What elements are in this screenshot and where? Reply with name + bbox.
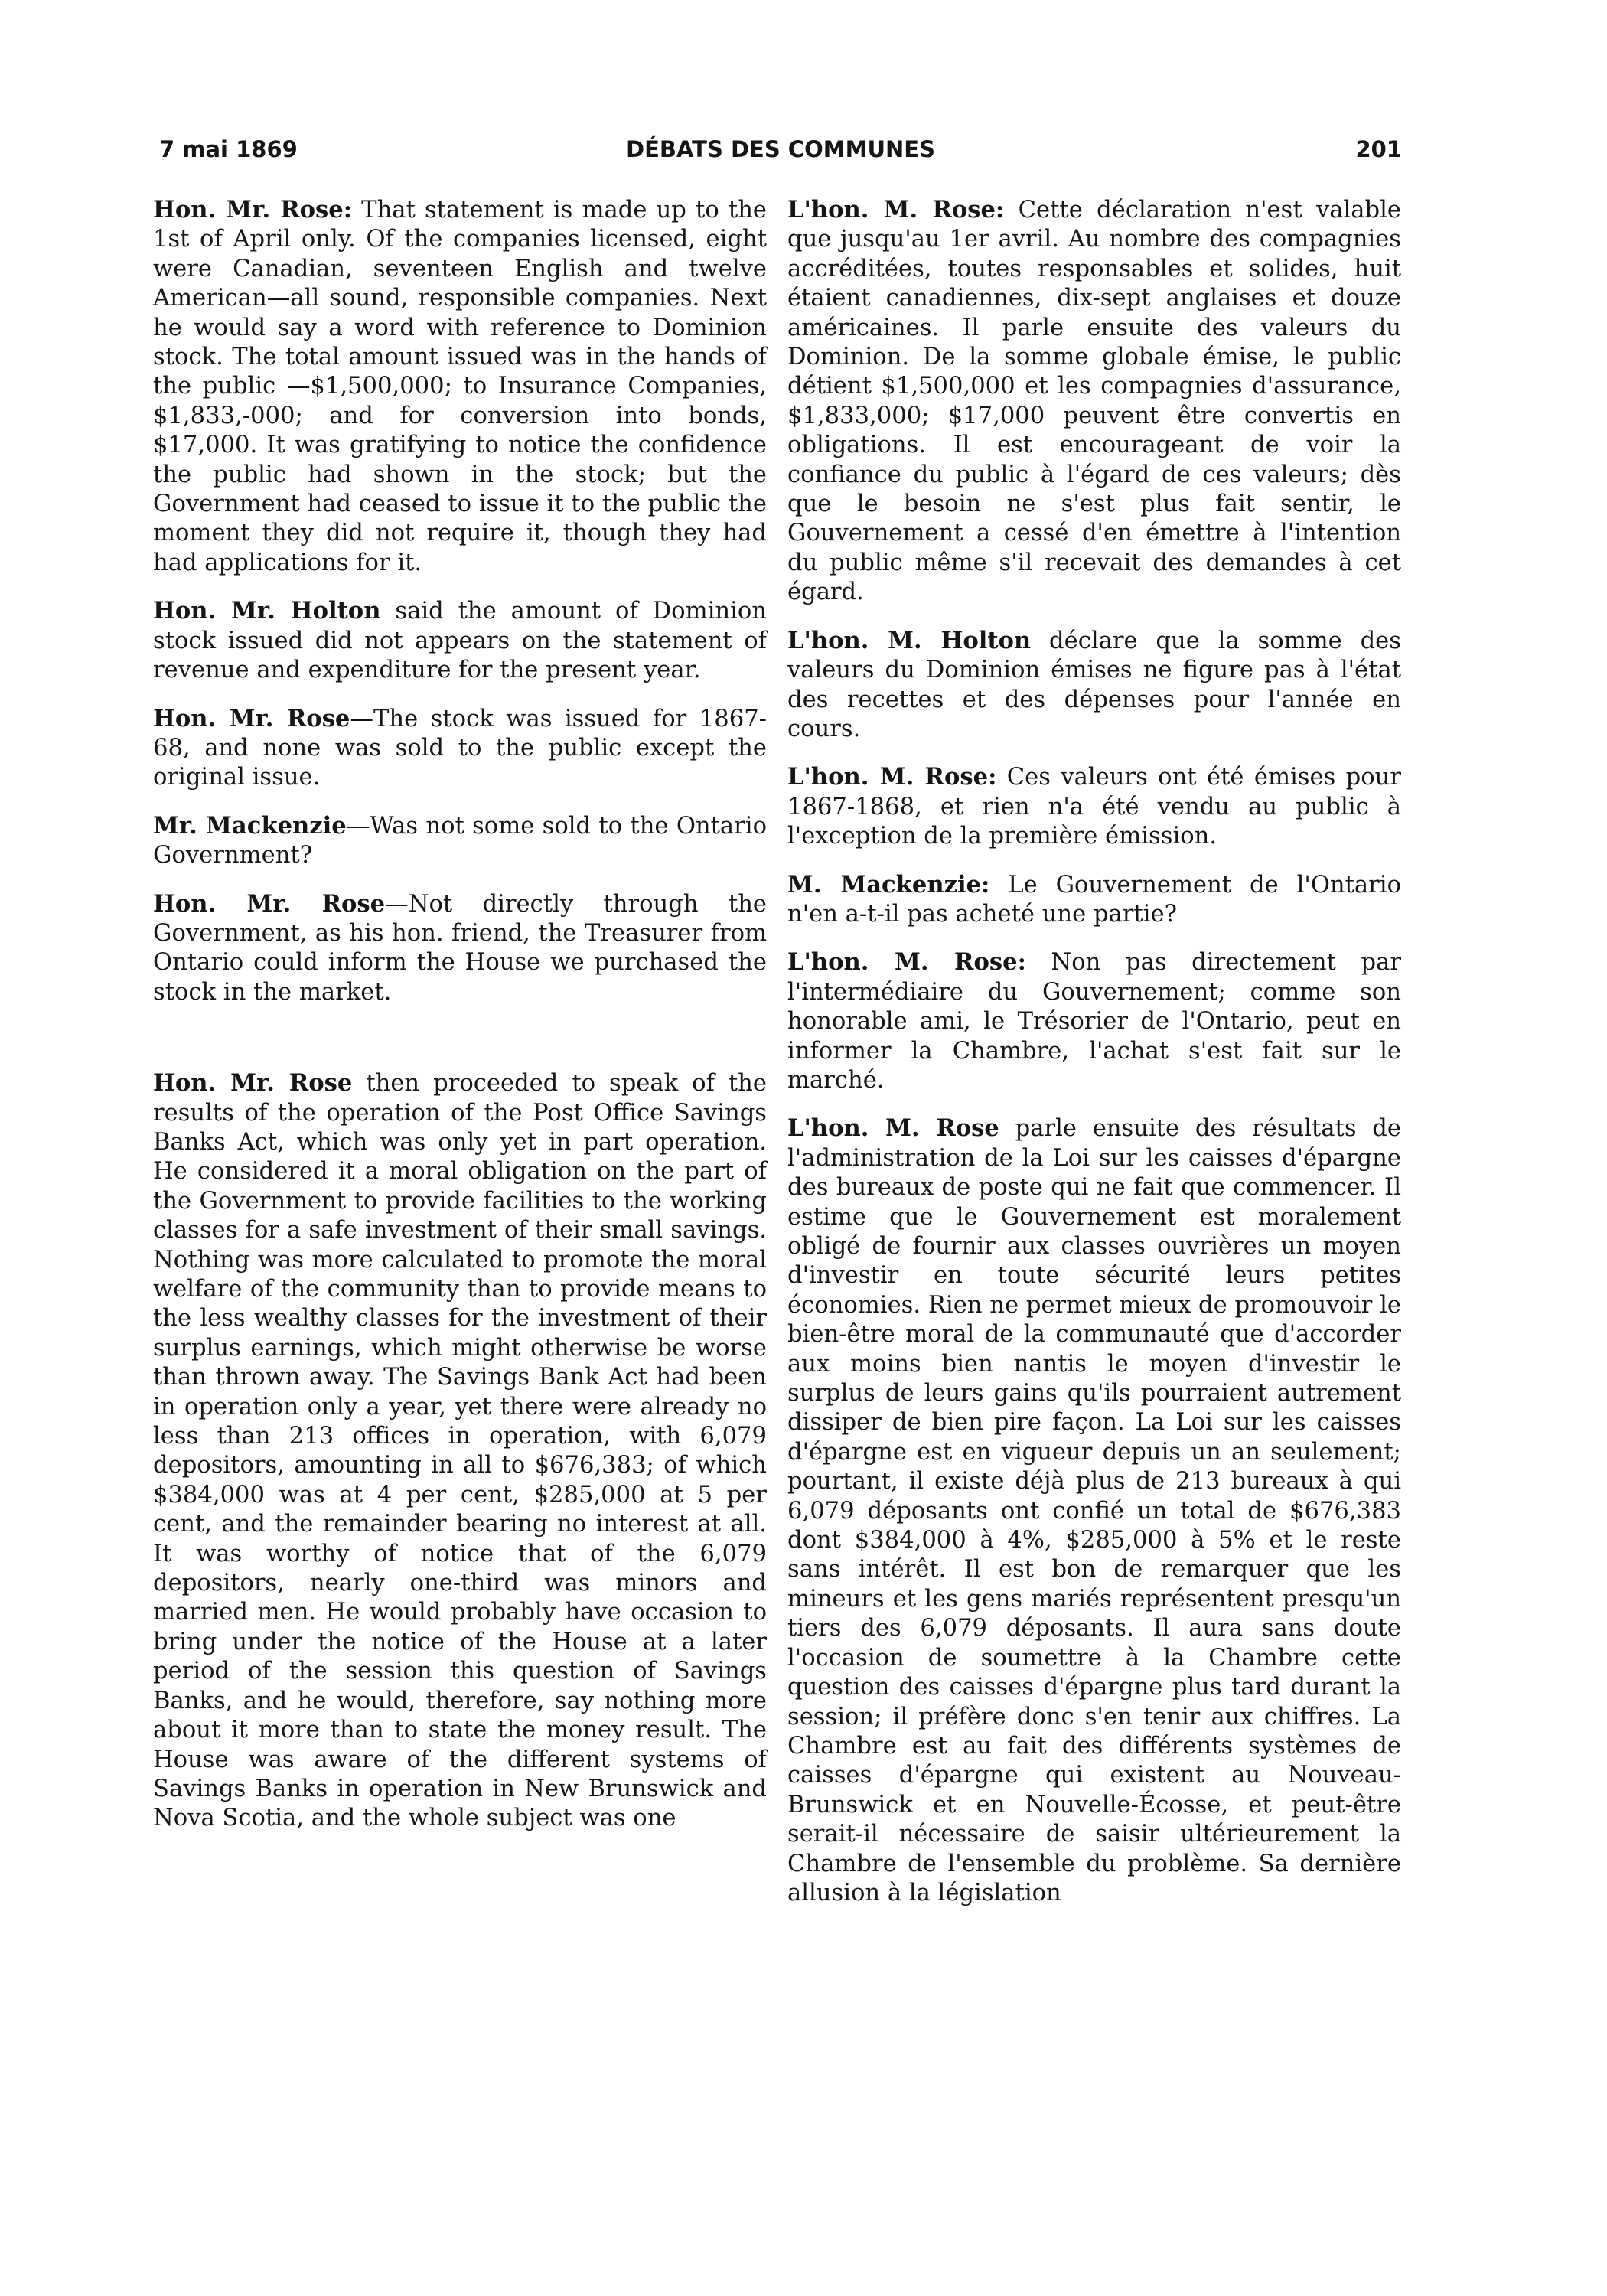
- speaker-name: L'hon. M. Holton: [787, 626, 1032, 654]
- speech-text: —Not directly through the Government, as his hon. friend, the Treasurer from Ontario could inform the House we purchased the stock in the market.: [153, 890, 768, 1006]
- speaker-name: Mr. Mackenzie: [153, 811, 347, 840]
- speaker-name: L'hon. M. Rose:: [787, 196, 1005, 223]
- english-paragraph: [153, 704, 767, 793]
- speaker-name: Hon. Mr. Rose: [153, 1069, 353, 1097]
- header-title: DÉBATS DES COMMUNES: [626, 136, 935, 162]
- speaker-name: L'hon. M. Rose:: [787, 948, 1026, 977]
- speech-text: —The stock was issued for 1867-68, and none was sold to the public except the original issue.: [153, 705, 767, 791]
- speech-text: Le Gouvernement de l'Ontario n'en a-t-il pas acheté une partie?: [787, 871, 1401, 928]
- french-column: [787, 195, 1401, 1908]
- speech-text: That statement is made up to the 1st of April only. Of the companies licensed, eight were Canadian, seventeen English and twelve American—all sound, responsible companies. Next he would say a word with reference to Dominion stock. The total amount issued was in the hands of the public —$1,500,000; to Insurance Companies, $1,833,-000; and for conversion into bonds, $17,000. It was gratifying to notice the confidence the public had shown in the stock; but the Government had ceased to issue it to the public the moment they did not require it, though they had had applications for it.: [153, 197, 767, 576]
- page-number: 201: [1355, 136, 1402, 162]
- page-header: [159, 136, 1402, 174]
- speech-text: then proceeded to speak of the results of the operation of the Post Office Savings Banks Act, which was only yet in part operation. He considered it a moral obligation on the part of the Government to provide facilities to the working classes for a safe investment of their small savings. Nothing was more calculated to promote the moral welfare of the community than to provide means to the less wealthy classes for the investment of their surplus earnings, which might otherwise be worse than thrown away. The Savings Bank Act had been in operation only a year, yet there were already no less than 213 offices in operation, with 6,079 depositors, amounting in all to $676,383; of which $384,000 was at 4 per cent, $285,000 at 5 per cent, and the remainder bearing no interest at all. It was worthy of notice that of the 6,079 depositors, nearly one-third was minors and married men. He would probably have occasion to bring under the notice of the House at a later period of the session this question of Savings Banks, and he would, therefore, say nothing more about it more than to state the money result. The House was aware of the different systems of Savings Banks in operation in New Brunswick and Nova Scotia, and the whole subject was one: [153, 1070, 767, 1832]
- speaker-name: Hon. Mr. Rose: [153, 889, 386, 918]
- speaker-name: M. Mackenzie:: [787, 870, 990, 899]
- speech-text: parle ensuite des résultats de l'administration de la Loi sur les caisses d'épargne des bureaux de poste qui ne fait que commencer. Il estime que le Gouvernement est moralement obligé de fournir aux classes ouvrières un moyen d'investir en toute sécurité leurs petites économies. Rien ne permet mieux de promouvoir le bien-être moral de la communauté que d'accorder aux moins bien nantis le moyen d'investir le surplus de leurs gains qu'ils pourraient autrement dissiper de bien pire façon. La Loi sur les caisses d'épargne est en vigueur depuis un an seulement; pourtant, il existe déjà plus de 213 bureaux à qui 6,079 déposants ont confié un total de $676,383 dont $384,000 à 4%, $285,000 à 5% et le reste sans intérêt. Il est bon de remarquer que les mineurs et les gens mariés représentent presqu'un tiers des 6,079 déposants. Il aura sans doute l'occasion de soumettre à la Chambre cette question des caisses d'épargne plus tard durant la session; il préfère donc s'en tenir aux chiffres. La Chambre est au fait des différents systèmes de caisses d'épargne qui existent au Nouveau-Brunswick et en Nouvelle-Écosse, et peut-être serait-il nécessaire de saisir ultérieurement la Chambre de l'ensemble du problème. Sa dernière allusion à la législation: [787, 1115, 1401, 1906]
- english-paragraph: [153, 596, 767, 685]
- english-paragraph: [153, 1068, 767, 1834]
- speech-text: said the amount of Dominion stock issued did not appears on the statement of revenue and expenditure for the present year.: [153, 598, 767, 684]
- speech-text: Cette déclaration n'est valable que jusqu'au 1er avril. Au nombre des compagnies accréditées, toutes responsables et solides, huit étaient canadiennes, dix-sept anglaises et douze américaines. Il parle ensuite des valeurs du Dominion. De la somme globale émise, le public détient $1,500,000 et les compagnies d'assurance, $1,833,000; $17,000 peuvent être convertis en obligations. Il est encourageant de voir la confiance du public à l'égard de ces valeurs; dès que le besoin ne s'est plus fait sentir, le Gouvernement a cessé d'en émettre à l'intention du public même s'il recevait des demandes à cet égard.: [787, 197, 1401, 606]
- french-paragraph: [787, 762, 1401, 851]
- speech-text: déclare que la somme des valeurs du Dominion émises ne figure pas à l'état des recettes et des dépenses pour l'année en cours.: [787, 627, 1401, 742]
- header-date: 7 mai 1869: [159, 136, 298, 162]
- french-paragraph: [787, 626, 1401, 745]
- french-paragraph: [787, 870, 1401, 930]
- french-paragraph: [787, 1114, 1401, 1908]
- english-paragraph: [153, 811, 767, 871]
- speech-text: Non pas directement par l'intermédiaire du Gouvernement; comme son honorable ami, le Trésorier de l'Ontario, peut en informer la Chambre, l'achat s'est fait sur le marché.: [787, 949, 1401, 1094]
- french-paragraph: [787, 947, 1401, 1095]
- speaker-name: Hon. Mr. Rose: [153, 704, 350, 732]
- speaker-name: Hon. Mr. Rose:: [153, 196, 353, 223]
- speaker-name: L'hon. M. Rose: [787, 1114, 999, 1143]
- speech-text: —Was not some sold to the Ontario Government?: [153, 812, 767, 869]
- speaker-name: L'hon. M. Rose:: [787, 763, 997, 791]
- english-paragraph: [153, 889, 767, 1008]
- english-column: [153, 195, 767, 1834]
- english-paragraph: [153, 195, 767, 578]
- speech-text: Ces valeurs ont été émises pour 1867-1868, et rien n'a été vendu au public à l'exception de la première émission.: [787, 764, 1401, 850]
- speaker-name: Hon. Mr. Holton: [153, 597, 381, 625]
- french-paragraph: [787, 195, 1401, 608]
